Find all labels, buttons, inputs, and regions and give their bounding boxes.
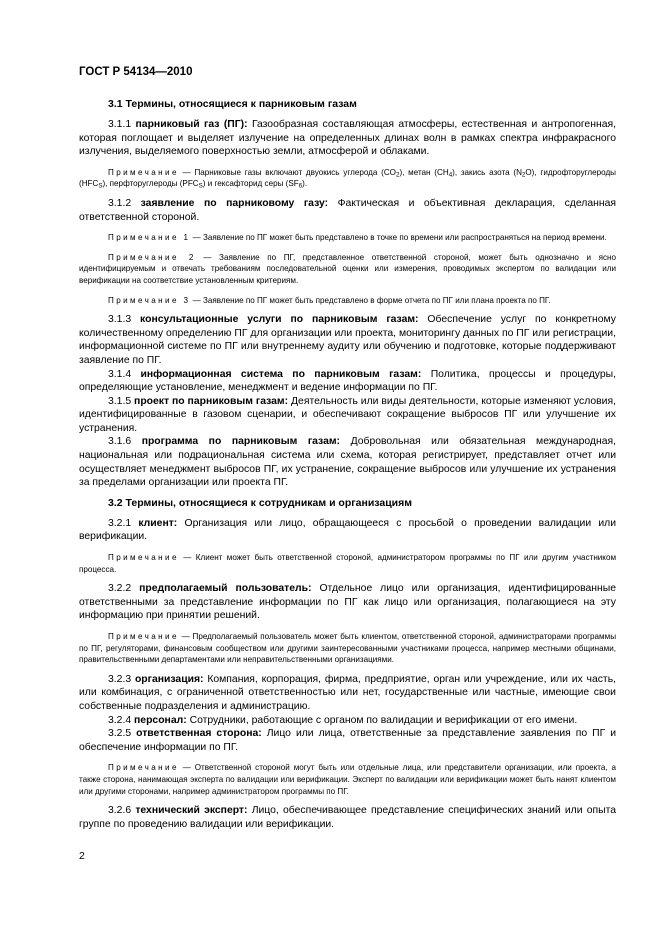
note-3-1-2-3: Примечание 3 — Заявление по ПГ может быть представлено в форме отчета по ПГ или плана проекта по ПГ. [108, 295, 551, 305]
term-3-2-2: 3.2.2 предполагаемый пользователь: Отдельное лицо или организация, идентифицированные ответственными за представление информации по ПГ как лицо или организация, полагающиеся на эту информацию при принятии решений. [79, 583, 617, 622]
term-3-1-2: 3.1.2 заявление по парниковому газу: Фактическая и объективная декларация, сделанная ответственной стороной. [79, 197, 617, 223]
document-body [79, 97, 616, 831]
note-3-1-1: Примечание — Парниковые газы включают двуокись углерода $(CO_2)$, метан $(CH_4)$, закись азота $(N_2O)$, гидрофторуглероды $(HFC_S)$, перфторуглероды $(PFC_S)$ и гексафторид серы $(SF_6)$. [79, 167, 616, 190]
term-3-2-6: 3.2.6 технический эксперт: Лицо, обеспечивающее представление специфических знаний или опыта группе по проведению валидации или верификации. [79, 805, 617, 830]
term-3-1-1: 3.1.1 парниковый газ (ПГ): Газообразная составляющая атмосферы, естественная и антропогенная, которая поглощает и выделяет излучение на определенных длинах волн в рамках спектра инфракрасного излучения, выделяемого поверхностью земли, атмосферой и облаками. [79, 119, 616, 158]
page-number: 2 [79, 851, 85, 862]
note-3-1-2-2: Примечание 2 — Заявление по ПГ, представленное ответственной стороной, может быть однозначно и ясно идентифицируемым и отвечать требованиям последовательной оценки или измерения, проводимых экспертом по валидации или верификации на соответствие установленным критериям. [79, 252, 616, 285]
section-heading-3-2: 3.2 Термины, относящиеся к сотрудникам и организациям [108, 496, 412, 509]
term-3-2-4: 3.2.4 персонал: Сотрудники, работающие с органом по валидации и верификации от его имени. [108, 714, 578, 726]
term-3-1-5: 3.1.5 проект по парниковым газам: Деятельность или виды деятельности, которые изменяют условия, идентифицированные в газовом сценарии, и обеспечивают сокращение выбросов ПГ или улучшение их устранения. [79, 395, 616, 434]
term-3-2-1: 3.2.1 клиент: Организация или лицо, обращающееся с просьбой о проведении валидации или верификации. [79, 517, 617, 543]
standard-header: ГОСТ Р 54134—2010 [79, 66, 193, 78]
term-3-1-3: 3.1.3 консультационные услуги по парниковым газам: Обеспечение услуг по конкретному количественному определению ПГ для организации или проекта, мониторингу данных по ПГ или регистрации, информационной системе по ПГ или внутреннему аудиту или обучению и подготовке, которые поддерживают заявление по ПГ. [79, 314, 616, 366]
note-3-2-2: Примечание — Предполагаемый пользователь может быть клиентом, ответственной стороной, администраторами программы по ПГ, регуляторами, финансовым сообществом или другими заинтересованными участниками процесса, например местными общинами, правительственными департаментами или неправительственными организациями. [79, 632, 617, 665]
section-heading-3-1: 3.1 Термины, относящиеся к парниковым газам [108, 98, 357, 110]
note-3-1-2-1: Примечание 1 — Заявление по ПГ может быть представлено в точке по времени или распространяться на период времени. [108, 233, 607, 243]
term-3-2-5: 3.2.5 ответственная сторона: Лицо или лица, ответственные за представление заявления по ПГ и обеспечение информации по ПГ. [79, 728, 617, 753]
term-3-1-4: 3.1.4 информационная система по парниковым газам: Политика, процессы и процедуры, определяющие установление, менеджмент и ведение информации по ПГ. [79, 368, 617, 394]
note-3-2-5: Примечание — Ответственной стороной могут быть или отдельные лица, или представители организации, или проекта, а также сторона, нанимающая эксперта по валидации или верификации. Эксперт по валидации или верификации может быть нанят клиентом или другими сторонами, например администратором программы по ПГ. [79, 763, 617, 796]
term-3-1-6: 3.1.6 программа по парниковым газам: Добровольная или обязательная международная, национальная или подрациональная система или схема, которая регистрирует, представляет отчет или осуществляет менеджмент выбросов ПГ, их устранение, сокращение выбросов или улучшение их устранения за пределами организации или проекта ПГ. [79, 436, 617, 489]
term-3-2-3: 3.2.3 организация: Компания, корпорация, фирма, предприятие, орган или учреждение, или их часть, или комбинация, с ограниченной ответственностью или нет, государственные или частные, имеющие свои собственные подразделения и администрацию. [79, 673, 616, 712]
note-3-2-1: Примечание — Клиент может быть ответственной стороной, администратором программы по ПГ или другим участником процесса. [79, 553, 617, 574]
